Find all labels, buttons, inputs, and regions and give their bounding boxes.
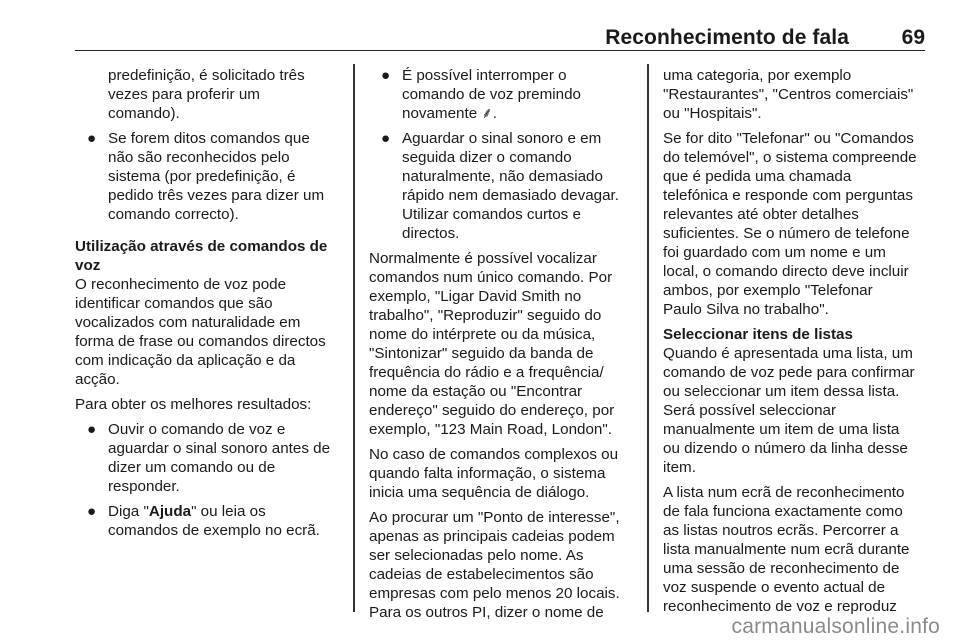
paragraph: Ao procurar um "Ponto de interesse", apenas as principais cadeias podem ser selecionadas pelo nome. As cadeias de estabelecimentos são empresas com pelo menos 20 locais. Para os outros PI, dizer o nome de [369, 509, 620, 621]
paragraph: uma categoria, por exemplo "Restaurantes", "Centros comerciais" ou "Hospitais". [663, 67, 914, 122]
bullet-icon: ● [87, 503, 97, 520]
bullet-icon: ● [381, 130, 391, 147]
list-item-text: Diga "Ajuda" ou leia os comandos de exemplo no ecrã. [108, 503, 320, 539]
page-title: Reconhecimento de fala [605, 26, 849, 49]
continuation-text: predefinição, é solicitado três vezes para proferir um comando). [108, 67, 305, 122]
page-number: 69 [901, 26, 925, 49]
paragraph: Para obter os melhores resultados: [75, 396, 312, 413]
section-heading: Utilização através de comandos de voz [75, 238, 328, 274]
watermark: carmanualsonline.info [731, 615, 940, 638]
page-header [75, 0, 925, 51]
column-divider-1 [353, 64, 355, 612]
paragraph: A lista num ecrã de reconhecimento de fala funciona exactamente como as listas noutros ecrãs. Percorrer a lista manualmente num ecrã durante uma sessão de reconhecimento de voz suspende o evento actual de reconhecimento de voz e reproduz [663, 484, 910, 615]
list-item [75, 420, 347, 496]
list-item [75, 502, 347, 540]
paragraph: O reconhecimento de voz pode identificar comandos que são vocalizados com naturalidade em forma de frase ou comandos directos com indicação da aplicação e da acção. [75, 276, 326, 388]
list-item-text: É possível interromper o comando de voz premindo novamente ⸙. [402, 67, 581, 122]
paragraph: No caso de comandos complexos ou quando falta informação, o sistema inicia uma sequência de diálogo. [369, 446, 619, 501]
bullet-icon: ● [87, 421, 97, 438]
column-2 [369, 66, 641, 628]
bullet-icon: ● [87, 130, 97, 147]
column-3 [663, 66, 931, 622]
list-item [369, 66, 641, 123]
paragraph: Se for dito "Telefonar" ou "Comandos do telemóvel", o sistema compreende que é pedida uma chamada telefónica e responde com perguntas relevantes até obter detalhes suficientes. Se o número de telefone foi guardado com um nome e um local, o comando directo deve incluir ambos, por exemplo "Telefonar Paulo Silva no trabalho". [663, 130, 917, 318]
list-item-text: Ouvir o comando de voz e aguardar o sinal sonoro antes de dizer um comando ou de responder. [108, 421, 331, 495]
section-heading: Seleccionar itens de listas [663, 326, 853, 343]
list-item [75, 129, 347, 224]
paragraph: Quando é apresentada uma lista, um comando de voz pede para confirmar ou seleccionar um item dessa lista. Será possível seleccionar manualmente um item de uma lista ou dizendo o número da linha desse item. [663, 345, 915, 476]
keyword-ajuda: Ajuda [148, 503, 192, 520]
list-item-text: Aguardar o sinal sonoro e em seguida dizer o comando naturalmente, não demasiado rápido nem demasiado devagar. Utilizar comandos curtos e directos. [402, 130, 619, 242]
list-item-text: Se forem ditos comandos que não são reconhecidos pelo sistema (por predefinição, é pedido três vezes para dizer um comando correcto). [108, 130, 325, 223]
bullet-icon: ● [381, 67, 391, 84]
column-divider-2 [647, 64, 649, 612]
list-item [369, 129, 641, 243]
column-1 [75, 66, 347, 546]
paragraph: Normalmente é possível vocalizar comandos num único comando. Por exemplo, "Ligar David Smith no trabalho", "Reproduzir" seguido do nome do intérprete ou da música, "Sintonizar" seguido da banda de frequência do rádio e a frequência/ nome da estação ou "Encontrar endereço" seguido do endereço, por exemplo, "123 Main Road, London". [369, 250, 615, 438]
